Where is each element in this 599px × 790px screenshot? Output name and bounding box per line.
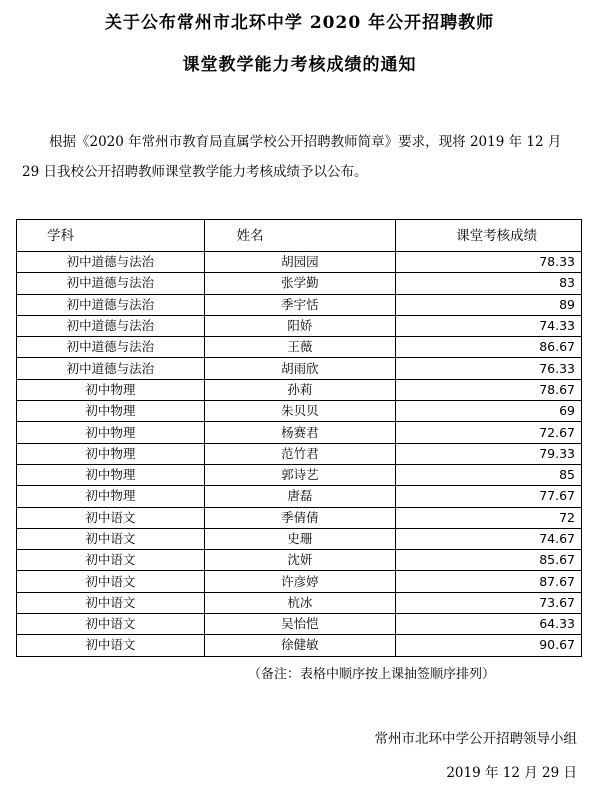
cell-name: 孙莉 [204, 379, 395, 400]
cell-score: 79.33 [396, 443, 582, 464]
cell-score: 85.67 [396, 550, 582, 571]
cell-subject: 初中语文 [17, 592, 205, 613]
table-row [17, 550, 582, 571]
notice-title-line-1: 关于公布常州市北环中学 2020 年公开招聘教师 [104, 13, 495, 33]
table-row [17, 486, 582, 507]
cell-score: 90.67 [396, 635, 582, 656]
cell-score: 73.67 [396, 592, 582, 613]
cell-name: 胡园园 [204, 252, 395, 273]
cell-score: 64.33 [396, 614, 582, 635]
table-row [17, 315, 582, 336]
table-row [17, 464, 582, 485]
cell-subject: 初中物理 [17, 422, 205, 443]
cell-score: 74.67 [396, 528, 582, 549]
table-row [17, 507, 582, 528]
cell-subject: 初中道德与法治 [17, 315, 205, 336]
table-row [17, 528, 582, 549]
header-subject: 学科 [17, 220, 205, 252]
table-row [17, 422, 582, 443]
cell-score: 72.67 [396, 422, 582, 443]
cell-name: 范竹君 [204, 443, 395, 464]
table-row [17, 614, 582, 635]
notice-body-paragraph: 根据《2020 年常州市教育局直属学校公开招聘教师简章》要求，现将 2019 年 12 月 29 日我校公开招聘教师课堂教学能力考核成绩予以公布。 [22, 134, 562, 180]
cell-name: 朱贝贝 [204, 401, 395, 422]
table-row [17, 294, 582, 315]
cell-score: 69 [396, 401, 582, 422]
cell-name: 徐健敏 [204, 635, 395, 656]
cell-subject: 初中语文 [17, 635, 205, 656]
scores-table [16, 219, 582, 657]
header-score: 课堂考核成绩 [396, 220, 582, 252]
cell-score: 83 [396, 273, 582, 294]
table-row [17, 337, 582, 358]
table-row [17, 592, 582, 613]
cell-name: 许彦婷 [204, 571, 395, 592]
cell-name: 张学勤 [204, 273, 395, 294]
notice-date: 2019 年 12 月 29 日 [446, 765, 577, 781]
table-row [17, 252, 582, 273]
table-note: （备注：表格中顺序按上课抽签顺序排列） [248, 667, 496, 682]
table-row [17, 358, 582, 379]
cell-name: 吴怡恺 [204, 614, 395, 635]
table-row [17, 571, 582, 592]
table-body [17, 252, 582, 657]
cell-score: 77.67 [396, 486, 582, 507]
cell-score: 78.33 [396, 252, 582, 273]
cell-score: 89 [396, 294, 582, 315]
cell-score: 87.67 [396, 571, 582, 592]
table-row [17, 379, 582, 400]
table-row [17, 635, 582, 656]
table-header-row [17, 220, 582, 252]
cell-name: 杭冰 [204, 592, 395, 613]
table-row [17, 273, 582, 294]
cell-subject: 初中道德与法治 [17, 273, 205, 294]
notice-title-line-2: 课堂教学能力考核成绩的通知 [182, 55, 417, 75]
cell-subject: 初中道德与法治 [17, 358, 205, 379]
header-name: 姓名 [204, 220, 395, 252]
cell-subject: 初中物理 [17, 464, 205, 485]
cell-name: 季宇恬 [204, 294, 395, 315]
cell-name: 王薇 [204, 337, 395, 358]
cell-subject: 初中语文 [17, 571, 205, 592]
cell-name: 沈妍 [204, 550, 395, 571]
cell-subject: 初中语文 [17, 550, 205, 571]
cell-name: 季倩倩 [204, 507, 395, 528]
cell-name: 胡雨欣 [204, 358, 395, 379]
cell-subject: 初中道德与法治 [17, 337, 205, 358]
cell-name: 郭诗艺 [204, 464, 395, 485]
cell-subject: 初中语文 [17, 614, 205, 635]
cell-score: 74.33 [396, 315, 582, 336]
cell-name: 唐磊 [204, 486, 395, 507]
cell-subject: 初中物理 [17, 401, 205, 422]
cell-subject: 初中物理 [17, 443, 205, 464]
cell-score: 76.33 [396, 358, 582, 379]
cell-score: 86.67 [396, 337, 582, 358]
signer: 常州市北环中学公开招聘领导小组 [374, 731, 577, 747]
cell-score: 85 [396, 464, 582, 485]
cell-subject: 初中道德与法治 [17, 252, 205, 273]
cell-name: 史珊 [204, 528, 395, 549]
cell-subject: 初中语文 [17, 507, 205, 528]
cell-name: 阳娇 [204, 315, 395, 336]
table-row [17, 443, 582, 464]
cell-subject: 初中物理 [17, 486, 205, 507]
cell-score: 72 [396, 507, 582, 528]
table-row [17, 401, 582, 422]
cell-subject: 初中语文 [17, 528, 205, 549]
cell-subject: 初中道德与法治 [17, 294, 205, 315]
cell-subject: 初中物理 [17, 379, 205, 400]
cell-name: 杨赛君 [204, 422, 395, 443]
cell-score: 78.67 [396, 379, 582, 400]
